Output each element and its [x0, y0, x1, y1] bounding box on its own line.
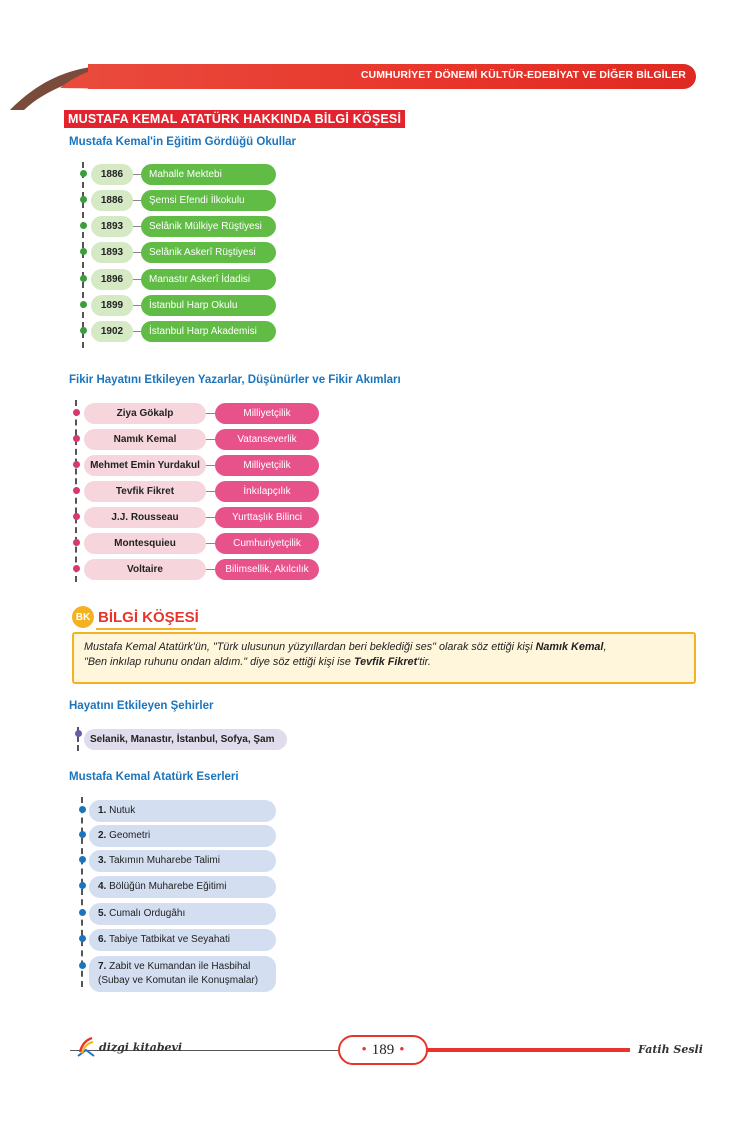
influence-connector — [206, 491, 215, 492]
influence-idea: Yurttaşlık Bilinci — [215, 507, 319, 528]
school-year: 1886 — [91, 190, 133, 211]
school-year: 1899 — [91, 295, 133, 316]
work-title: Tabiye Tatbikat ve Seyahati — [108, 934, 230, 945]
publisher-name: dizgi kitabevi — [99, 1040, 183, 1054]
influence-dot — [73, 487, 80, 494]
header-title: CUMHURİYET DÖNEMİ KÜLTÜR-EDEBİYAT VE DİĞER BİLGİLER — [360, 69, 686, 81]
info-corner-icon: BK — [72, 606, 94, 628]
work-number: 6. — [98, 934, 107, 945]
bilgi-text-4: 'tir. — [417, 656, 431, 668]
work-title: Cumalı Ordugâhı — [109, 908, 186, 919]
school-name: İstanbul Harp Okulu — [141, 295, 276, 316]
bilgi-text-2: , — [603, 641, 607, 653]
school-connector — [133, 226, 141, 227]
school-name: İstanbul Harp Akademisi — [141, 321, 276, 342]
work-item — [89, 903, 276, 925]
school-year: 1893 — [91, 242, 133, 263]
school-name: Mahalle Mektebi — [141, 164, 276, 185]
work-title: Geometri — [109, 830, 151, 841]
school-dot — [80, 301, 87, 308]
influence-person: Mehmet Emin Yurdakul — [84, 455, 206, 476]
work-title: Takımın Muharebe Talimi — [108, 855, 220, 866]
work-number: 5. — [98, 908, 107, 919]
bilgi-underline — [96, 628, 196, 630]
school-name: Selânik Mülkiye Rüştiyesi — [141, 216, 276, 237]
school-dot — [80, 275, 87, 282]
school-connector — [133, 279, 141, 280]
work-item — [89, 929, 276, 951]
schools-timeline — [82, 162, 85, 348]
influence-person: J.J. Rousseau — [84, 507, 206, 528]
work-dot — [79, 856, 86, 863]
school-name: Manastır Askerî İdadisi — [141, 269, 276, 290]
influence-person: Namık Kemal — [84, 429, 206, 450]
work-item — [89, 850, 276, 872]
influence-person: Ziya Gökalp — [84, 403, 206, 424]
schools-title: Mustafa Kemal'in Eğitim Gördüğü Okullar — [69, 136, 297, 148]
work-item — [89, 956, 276, 992]
influence-connector — [206, 569, 215, 570]
school-connector — [133, 174, 141, 175]
work-number: 4. — [98, 881, 107, 892]
publisher-logo — [76, 1036, 182, 1058]
work-number: 3. — [98, 855, 107, 866]
works-timeline — [81, 797, 84, 987]
work-dot — [79, 882, 86, 889]
school-connector — [133, 252, 141, 253]
work-title: Zabit ve Kumandan ile Hasbihal — [109, 961, 251, 972]
influence-idea: Milliyetçilik — [215, 403, 319, 424]
bilgi-text-1: Mustafa Kemal Atatürk'ün, "Türk ulusunun yüzyıllardan beri beklediği ses" olarak söz ettiği kişi — [84, 641, 536, 653]
page-dot-left-icon: • — [361, 1041, 367, 1058]
school-year: 1886 — [91, 164, 133, 185]
work-dot — [79, 935, 86, 942]
influence-person: Voltaire — [84, 559, 206, 580]
page-number: 189 — [371, 1041, 395, 1058]
cities-pill: Selanik, Manastır, İstanbul, Sofya, Şam — [84, 729, 287, 750]
influences-title: Fikir Hayatını Etkileyen Yazarlar, Düşünürler ve Fikir Akımları — [69, 374, 401, 386]
work-number: 1. — [98, 805, 107, 816]
influence-dot — [73, 565, 80, 572]
bilgi-line-2 — [84, 655, 684, 670]
school-dot — [80, 196, 87, 203]
work-dot — [79, 909, 86, 916]
influence-dot — [73, 513, 80, 520]
school-dot — [80, 170, 87, 177]
influence-dot — [73, 409, 80, 416]
influence-idea: Vatanseverlik — [215, 429, 319, 450]
school-year: 1902 — [91, 321, 133, 342]
work-number: 7. — [98, 961, 107, 972]
bilgi-bold-1: Namık Kemal — [535, 641, 604, 653]
work-item — [89, 825, 276, 847]
book-logo-icon — [76, 1036, 96, 1058]
school-name: Selânik Askerî Rüştiyesi — [141, 242, 276, 263]
school-dot — [80, 248, 87, 255]
school-year: 1896 — [91, 269, 133, 290]
influence-dot — [73, 435, 80, 442]
influence-connector — [206, 413, 215, 414]
work-title: Nutuk — [109, 805, 136, 816]
work-dot — [79, 831, 86, 838]
influence-connector — [206, 439, 215, 440]
influence-idea: İnkılapçılık — [215, 481, 319, 502]
bilgi-bold-2: Tevfik Fikret — [353, 656, 418, 668]
influence-idea: Bilimsellik, Akılcılık — [215, 559, 319, 580]
main-title: MUSTAFA KEMAL ATATÜRK HAKKINDA BİLGİ KÖŞESİ — [64, 110, 405, 128]
bilgi-line-1 — [84, 640, 684, 655]
cities-dot — [75, 730, 82, 737]
cities-title: Hayatını Etkileyen Şehirler — [69, 700, 214, 712]
school-connector — [133, 200, 141, 201]
works-title: Mustafa Kemal Atatürk Eserleri — [69, 771, 239, 783]
bilgi-box — [72, 632, 696, 684]
influence-dot — [73, 461, 80, 468]
influence-connector — [206, 517, 215, 518]
school-connector — [133, 305, 141, 306]
footer-red-line — [426, 1048, 630, 1052]
work-dot — [79, 962, 86, 969]
influence-idea: Cumhuriyetçilik — [215, 533, 319, 554]
influence-dot — [73, 539, 80, 546]
work-subtitle: (Subay ve Komutan ile Konuşmalar) — [98, 975, 259, 986]
page-dot-right-icon: • — [399, 1041, 405, 1058]
influence-person: Montesquieu — [84, 533, 206, 554]
school-dot — [80, 222, 87, 229]
influence-person: Tevfik Fikret — [84, 481, 206, 502]
work-title: Bölüğün Muharebe Eğitimi — [109, 881, 227, 892]
school-name: Şemsi Efendi İlkokulu — [141, 190, 276, 211]
work-number: 2. — [98, 830, 107, 841]
school-dot — [80, 327, 87, 334]
work-item — [89, 876, 276, 898]
footer-author: Fatih Sesli — [638, 1043, 703, 1056]
bilgi-text-3: "Ben inkılap ruhunu ondan aldım." diye söz ettiği kişi ise — [84, 656, 354, 668]
page-number-badge — [338, 1035, 428, 1065]
influence-connector — [206, 465, 215, 466]
work-item — [89, 800, 276, 822]
school-year: 1893 — [91, 216, 133, 237]
work-dot — [79, 806, 86, 813]
influence-connector — [206, 543, 215, 544]
influence-idea: Milliyetçilik — [215, 455, 319, 476]
bilgi-label: BİLGİ KÖŞESİ — [98, 608, 199, 626]
bilgi-header — [72, 606, 199, 628]
school-connector — [133, 331, 141, 332]
